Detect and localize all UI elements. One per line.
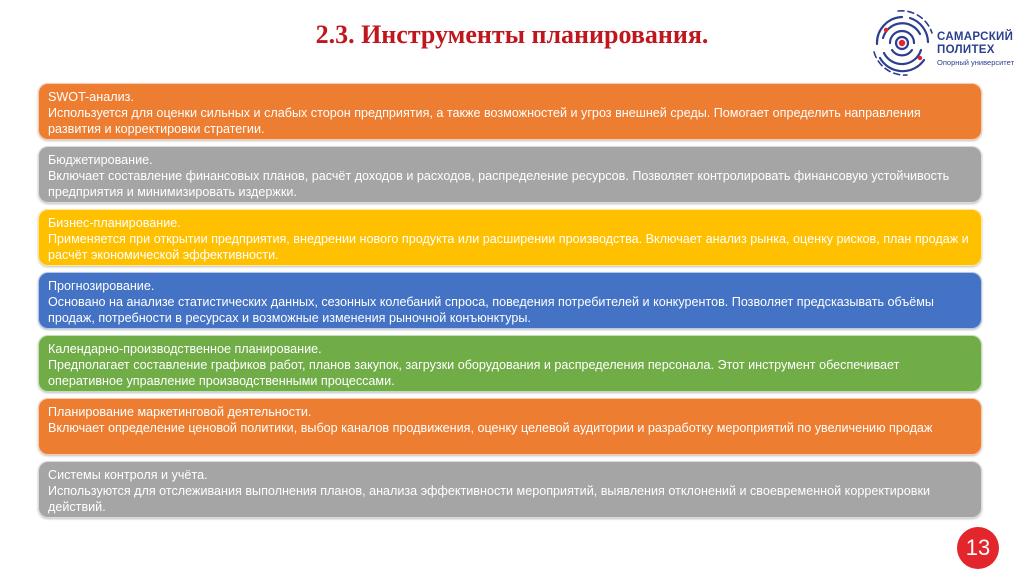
- tool-block-forecasting: [38, 272, 982, 329]
- tool-block-control-systems: [38, 461, 982, 518]
- university-logo: [872, 8, 1022, 82]
- logo-line-2: ПОЛИТЕХ: [937, 43, 995, 56]
- tool-description: Предполагает составление графиков работ, планов закупок, загрузки оборудования и распределения персонала. Этот инструмент обеспечивает оперативное управление производственными процессами.: [48, 358, 900, 388]
- tool-block-production-planning: [38, 335, 982, 392]
- logo-line-1: САМАРСКИЙ: [937, 31, 1014, 43]
- page-number-badge: 13: [957, 527, 999, 569]
- tool-heading: Системы контроля и учёта.: [48, 468, 208, 482]
- tool-heading: Планирование маркетинговой деятельности.: [48, 405, 312, 419]
- tool-heading: Бюджетирование.: [48, 153, 153, 167]
- tool-heading: Бизнес-планирование.: [48, 216, 181, 230]
- logo-text: [937, 32, 1014, 67]
- logo-tagline: Опорный университет: [937, 58, 1015, 67]
- tool-description: Применяется при открытии предприятия, внедрении нового продукта или расширении производства. Включает анализ рынка, оценку рисков, план продаж и расчёт экономической эффективности.: [48, 232, 969, 262]
- tool-description: Используется для оценки сильных и слабых сторон предприятия, а также возможностей и угроз внешней среды. Помогает определить направления развития и корректировки стратегии.: [48, 106, 921, 136]
- tool-description: Используются для отслеживания выполнения планов, анализа эффективности мероприятий, выявления отклонений и своевременной корректировки действий.: [48, 484, 931, 514]
- page-title: 2.3. Инструменты планирования.: [315, 20, 709, 49]
- tool-block-business-planning: [38, 209, 982, 266]
- tool-block-budgeting: [38, 146, 982, 203]
- tools-list: [38, 83, 982, 524]
- tool-heading: SWOT-анализ.: [48, 90, 134, 104]
- logo-emblem-icon: [872, 8, 936, 78]
- tool-description: Включает составление финансовых планов, расчёт доходов и расходов, распределение ресурсов. Позволяет контролировать финансовую устойчивость предприятия и минимизировать издержки.: [48, 169, 950, 199]
- tool-block-swot: [38, 83, 982, 140]
- tool-block-marketing-planning: [38, 398, 982, 455]
- tool-description: Основано на анализе статистических данных, сезонных колебаний спроса, поведения потребителей и конкурентов. Позволяет предсказывать объёмы продаж, потребности в ресурсах и возможные изменения рыночной конъюнктуры.: [48, 295, 934, 325]
- tool-heading: Календарно-производственное планирование.: [48, 342, 322, 356]
- tool-heading: Прогнозирование.: [48, 279, 155, 293]
- tool-description: Включает определение ценовой политики, выбор каналов продвижения, оценку целевой аудитории и разработку мероприятий по увеличению продаж: [48, 421, 933, 435]
